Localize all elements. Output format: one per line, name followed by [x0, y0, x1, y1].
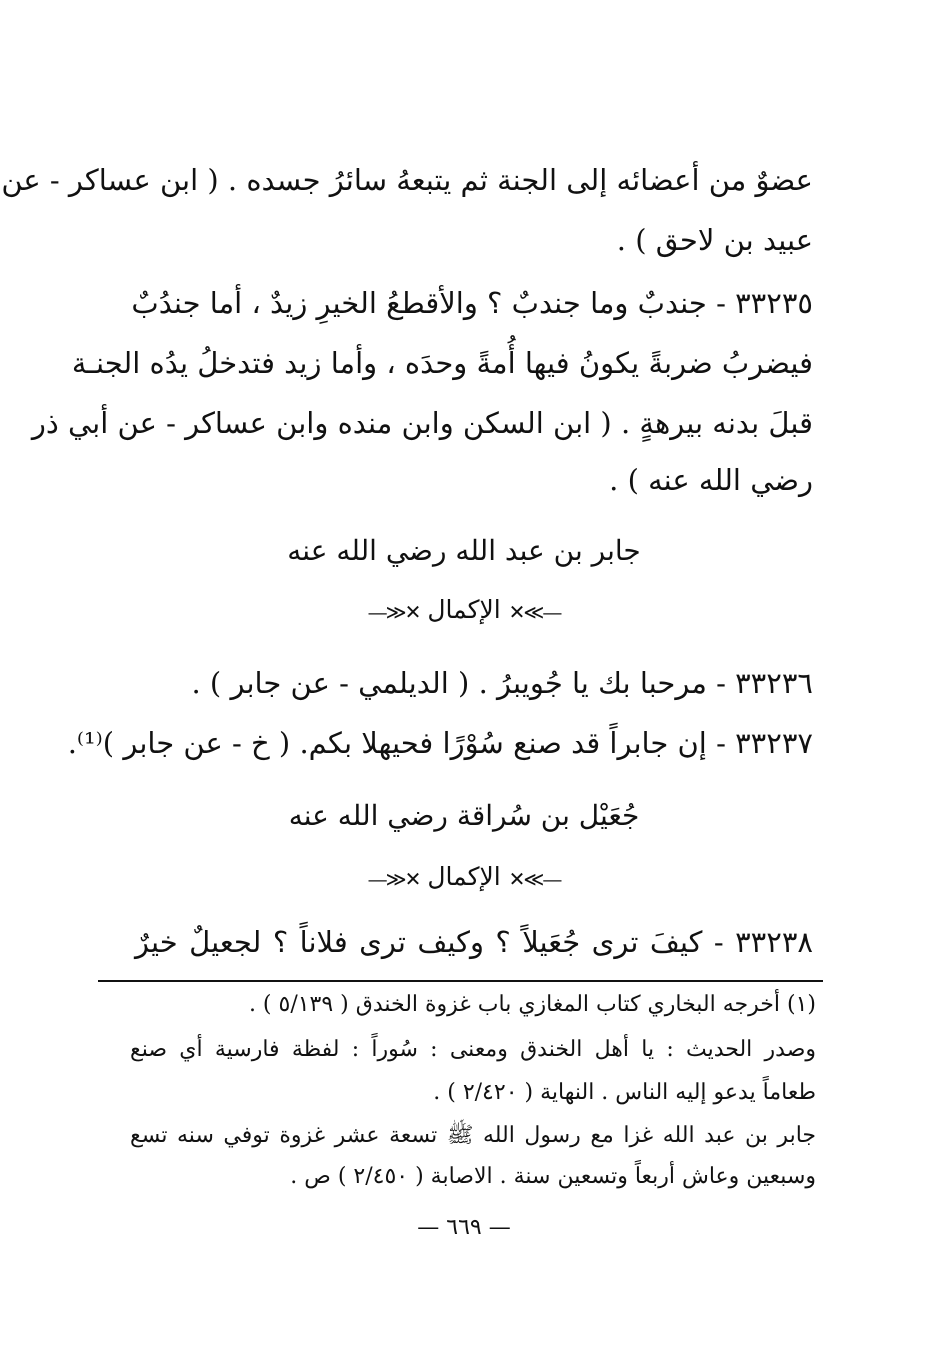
section-heading-jabir: جابر بن عبد الله رضي الله عنه: [287, 534, 641, 567]
section-heading-juayl: جُعَيْل بن سُراقة رضي الله عنه: [288, 799, 640, 832]
section-subheading-ikmal: [0, 593, 928, 629]
body-line: عضوٌ من أعضائه إلى الجنة ثم يتبعهُ سائرُ جسده . ( ابن عساكر - عن: [1, 163, 813, 197]
hadith-33235-line: فيضربُ ضربةً يكونُ فيها أُمةً وحدَه ، وأما زيد فتدخلُ يدُه الجنـة: [71, 346, 813, 380]
footnote-line: جابر بن عبد الله غزا مع رسول الله ﷺ تسعة عشر غزوة توفي سنه تسع: [130, 1123, 816, 1148]
footnote-line: (١) أخرجه البخاري كتاب المغازي باب غزوة الخندق ( ٥/١٣٩ ) .: [248, 992, 816, 1017]
subheading-label: الإكمال: [427, 595, 501, 624]
hadith-33237: ٣٣٢٣٧ - إن جابراً قد صنع سُوْرًا فحيهلا بكم. ( خ - عن جابر )⁽¹⁾.: [67, 726, 813, 760]
page-number: — ٦٦٩ —: [417, 1215, 511, 1240]
hadith-33238: ٣٣٢٣٨ - كيفَ ترى جُعَيلاً ؟ وكيف ترى فلاناً ؟ لجعيلٌ خيرٌ: [135, 925, 813, 959]
hadith-33235-line: قبلَ بدنه بيرهةٍ . ( ابن السكن وابن منده وابن عساكر - عن أبي ذر: [31, 406, 813, 440]
ornament-icon: ✕≪—: [367, 866, 420, 891]
footnote-line: طعاماً يدعو إليه الناس . النهاية ( ٢/٤٢٠ ) .: [433, 1080, 816, 1105]
body-line: عبيد بن لاحق ) .: [616, 223, 813, 257]
footnote-line: وسبعين وعاش أربعاً وتسعين سنة . الاصابة ( ٢/٤٥٠ ) ص .: [290, 1164, 816, 1189]
ornament-icon: —≫✕: [508, 599, 561, 624]
footnote-divider: [98, 980, 823, 982]
section-subheading-ikmal: [0, 860, 928, 896]
hadith-33236: ٣٣٢٣٦ - مرحبا بك يا جُويبرُ . ( الديلمي - عن جابر ) .: [191, 666, 813, 700]
ornament-icon: —≫✕: [508, 866, 561, 891]
ornament-icon: ✕≪—: [367, 599, 420, 624]
hadith-33235-line: رضي الله عنه ) .: [609, 463, 813, 497]
subheading-label: الإكمال: [427, 862, 501, 891]
hadith-33235-line: ٣٣٢٣٥ - جندبٌ وما جندبٌ ؟ والأقطعُ الخيرِ زيدٌ ، أما جندُبٌ: [131, 286, 813, 320]
footnote-line: وصدر الحديث : يا أهل الخندق ومعنى : سُوراً : لفظة فارسية أي صنع: [130, 1037, 816, 1062]
